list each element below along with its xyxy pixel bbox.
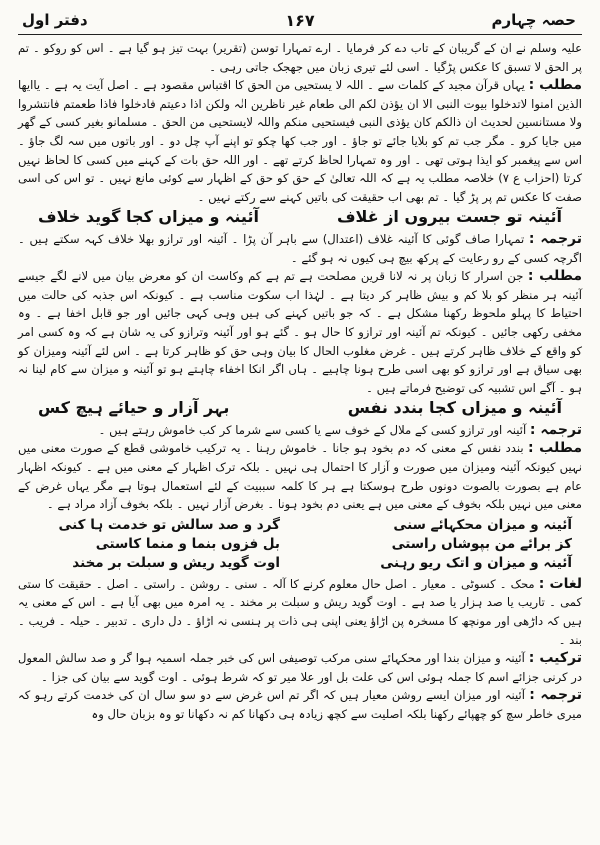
matlab-heading: مطلب : xyxy=(527,440,582,457)
lughat-text: محک ۔ کسوٹی ۔ معیار ۔ اصل حال معلوم کرنے کا آلہ ۔ سنی ۔ روشن ۔ راستی ۔ اصل ۔ حقیقت کا ستی کمی ۔ تاریب یا صد ہزار یا صد ہے ۔ اوت گوید ریش و سبلت بر مخند ۔ یہ امرہ میں بھی آیا ہے ۔ اس کے معنی یہ ہیں کہ داڑھی اور مونچھ کا مسخرہ پن اڑاؤ یعنی اپنی ہی ذات پر ہنسی نہ اڑاؤ ۔ دل داری ۔ تدبیر ۔ حیلہ ۔ فریب ۔ بند ۔ xyxy=(18,576,582,647)
tarjuma-text: آئینہ اور میزان ایسے روشن معیار ہیں کہ اگر تم اس غرض سے دو سو سال ان کی خدمت کرتے رہو کہ میری خاطر سچ کو چھپائے رکھنا بلکہ اصلیت سے کچھ زیادہ ہی دکھانا کم نہ دکھانا تو وہ بزبان حال وہ xyxy=(18,688,582,721)
tarjuma-heading: ترجمہ : xyxy=(529,687,582,704)
page-body xyxy=(18,35,582,724)
page-number: ۱۶۷ xyxy=(285,11,315,30)
matlab-text: جن اسرار کا زبان پر نہ لانا قرین مصلحت ہے تم ہے کم وکاست ان کو معرض بیان میں لانے لگے جیسے آئینہ ہر منظر کو بلا کم و بیش ظاہر کر دیتا ہے ۔ لہٰذا اب سکوت مناسب ہے ۔ کیونکہ اس جذبہ کی حالت میں احتیاط کا پہلو ملحوظ رکھنا مشکل ہے ۔ کہ جو باتیں کہنے کی ہیں وہی کہی جائیں اور جو قابل اخفا ہے ۔ وہ مخفی رکھی جائیں ۔ کیونکہ تم آئینہ اور ترازو کا حال ہو ۔ گئے ہو اور آئینہ وترازو کی یہ شان ہے کہ وہ کسی امر کو واقع کے خلاف ظاہر کرتے ہیں ۔ غرض مغلوب الحال کا بیان وہی حق کو ظاہر کرتا ہے ۔ اس لئے آئینہ ومیزان کو بھی سیاق ہے اور ترازو کو بھی اسی طرح ہونا چاہیے ۔ ہاں اگر انکا اخفاء چاہتے ہو تو آئینہ و میزان سے کام لینا نہ ہو ۔ آگے اس تشبیہ کی توضیح فرماتے ہیں ۔ xyxy=(18,269,582,395)
matlab-heading: مطلب : xyxy=(528,77,582,94)
matlab-paragraph-1 xyxy=(18,76,582,206)
tarjuma-heading: ترجمہ : xyxy=(529,421,582,438)
tarjuma-text: تمہارا صاف گوئی کا آئینہ غلاف (اعتدال) سے باہر آن پڑا ۔ آئینہ اور ترازو بھلا خلاف کہہ سکتے ہیں ۔ اگرچہ کسی کے رو رعایت کے پرکھ بیچ ہی کیوں نہ ہو گئے ۔ xyxy=(18,231,582,265)
couplet-line-2: گرد و صد سالش تو خدمت ہا کنی xyxy=(58,516,280,533)
intro-paragraph: علیہ وسلم نے ان کے گریبان کے تاب دے کر فرمایا ۔ ارے تمہارا توسن (تقریر) بہت تیز ہو گیا ہے ۔ اس کو روکو ۔ تم پر الحق لا تسبق کا عکس پڑگیا ۔ اسی لئے تیری زبان میں جھجک جاتی رہی ۔ xyxy=(18,41,582,74)
page-header xyxy=(18,8,582,35)
verse-1 xyxy=(18,208,582,227)
verse-1-line-2: آئینہ و میزاں کجا گوید خلاف xyxy=(38,207,259,227)
volume-label: دفتر اول xyxy=(22,11,88,29)
couplet-block xyxy=(18,514,582,575)
matlab-text: یہاں قرآن مجید کے کلمات سے ۔ اللہ لا یستحیی من الحق کا اقتباس مقصود ہے ۔ اصل آیت یہ ہے ۔ یاایھا الذین امنوا لاتدخلوا بیوت النبی الا ان یؤذن لکم الی طعام غیر ناظرین انٰہ ولکن اذا دعیتم فادخلوا فاذا طعمتم فانتشروا ولا مستانسین لحدیث ان ذالکم کان یؤذی النبی فیستحیی منکم واللہ لایستحیی من الحق ۔ مسلمانو بغیر کسی کے گھر میں جایا کرو ۔ مگر جب تم کو بلایا جائے تو جاؤ ۔ اور جب کھا چکو تو اپنے آپ چل دو ۔ اور باتوں میں سہ لگ جاؤ ۔ اس سے پیغمبر کو ایذا ہوتی تھی ۔ اور وہ تمہارا لحاظ کرتے تھے ۔ اور اللہ حق بات کے کہنے میں کسی کا لحاظ نہیں کرتا (احزاب ع ۷) خلاصہ مطلب یہ ہے کہ اللہ تعالیٰ کے حق کو حق کے اظہار سے کوئی مانع نہیں ۔ تو اس کی اسی صفت کا عکس تم پر پڑ گیا ۔ تم بھی اب حقیقت کی باتیں کہنے سے رکتے نہیں ۔ xyxy=(18,78,582,204)
tarkeeb-paragraph xyxy=(18,649,582,686)
verse-2-line-1: آئینہ و میزاں کجا بندد نفس xyxy=(347,398,562,418)
tarjuma-text: آئینہ اور ترازو کسی کے ملال کے خوف سے یا کسی سے شرما کر کب خاموش رہتے ہیں ۔ xyxy=(98,422,527,437)
verse-2 xyxy=(18,399,582,418)
tarjuma-paragraph-1 xyxy=(18,230,582,267)
tarjuma-paragraph-3 xyxy=(18,686,582,723)
couplet-line-4: بل فزوں بنما و منما کاستی xyxy=(95,535,280,552)
part-label: حصہ چہارم xyxy=(491,11,576,29)
matlab-heading: مطلب : xyxy=(527,268,582,285)
tarkeeb-heading: ترکیب : xyxy=(528,650,582,667)
couplet-line-5: آئینہ و میزان و اتک ریو رہنی xyxy=(380,554,572,571)
verse-2-line-2: بہر آزار و حیائے ہیچ کس xyxy=(38,398,230,418)
couplet-line-1: آئینہ و میزان محکہائے سنی xyxy=(393,516,572,533)
tarjuma-heading: ترجمہ : xyxy=(528,230,582,247)
matlab-paragraph-2 xyxy=(18,267,582,397)
matlab-text: بندد نفس کے معنی کہ دم بخود ہو جانا ۔ خاموش رہنا ۔ یہ ترکیب خاموشی قطع کے صورت معنی میں نہیں کیونکہ آئینہ ومیزان میں صورت و آزار کا احتمال ہی نہیں ۔ بلکہ ترک اظہار کے معنی میں ہے ۔ کیونکہ اظہار عام ہے بصورت بالصوت دونوں طرح ہوسکتا ہے ہر کا کلمہ سببیت کے لئے استعمال ہوتا ہے مگر یہاں غرض کے معنی میں نہیں بلکہ بخوف کے معنی میں ہے یعنی دم بخود ہونا ۔ بغرض آزار نہیں ۔ بلکہ بخوف آزاد مراد ہے ۔ xyxy=(18,441,582,512)
lughat-heading: لغات : xyxy=(538,575,582,592)
couplet-line-6: اوت گوید ریش و سبلت بر مخند xyxy=(72,554,280,571)
tarkeeb-text: آئینہ و میزان بندا اور محکہائے سنی مرکب توصیفی اس کی خبر جملہ اسمیہ ہوا گر و صد سالش المعول در کرنی جزائے اسم کا جملہ ہوئی اس کی علت بل اور علا میر تو کہ شرط ہوئی ۔ اوت گوید سے بیان کی جزا ۔ xyxy=(18,651,582,684)
tarjuma-paragraph-2 xyxy=(18,421,582,440)
verse-1-line-1: آئینہ تو جست بیروں از غلاف xyxy=(336,207,562,227)
matlab-paragraph-3 xyxy=(18,439,582,513)
couplet-line-3: کز برائے من بپوشاں راستی xyxy=(391,535,572,552)
lughat-paragraph xyxy=(18,575,582,649)
